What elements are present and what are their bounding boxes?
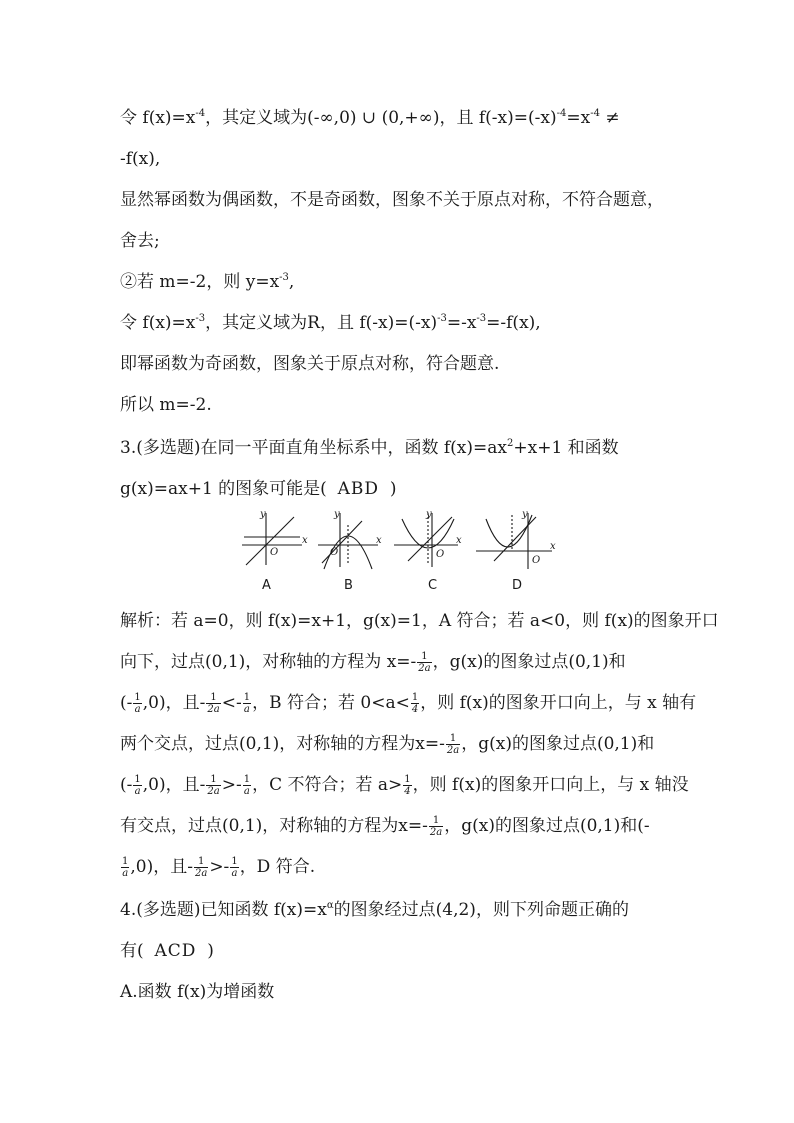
- svg-text:O: O: [270, 547, 279, 558]
- explanation-line-7: $\frac{1}{a}$ ,0)，且- $\frac{1}{2a}$ >- $\frac{1}{a}$ ，D 符合.: [122, 856, 316, 879]
- svg-text:y: y: [260, 509, 266, 520]
- graph-label-c: C: [428, 578, 438, 593]
- svg-text:x: x: [456, 535, 462, 546]
- line-2: -f(x),: [120, 149, 161, 169]
- svg-text:y: y: [426, 509, 432, 520]
- graph-figure: [236, 507, 566, 577]
- question-3-line-1: 3.(多选题)在同一平面直角坐标系中，函数 $f(x)=ax^2+x+1$ 和函数: [120, 438, 619, 458]
- line-1: 令 $f(x)=x^{-4}$，其定义域为(-∞,0) ∪ (0,+∞)，且 $f(-x)=(-x)^{-4}=x^{-4}$ ≠: [120, 108, 620, 128]
- fraction: $\frac{1}{2a}$: [418, 651, 431, 674]
- svg-text:x: x: [302, 535, 308, 546]
- svg-text:x: x: [550, 541, 556, 552]
- svg-text:O: O: [330, 547, 339, 558]
- svg-text:O: O: [436, 549, 445, 560]
- explanation-line-3: (- $\frac{1}{a}$ ,0)，且- $\frac{1}{2a}$ <- $\frac{1}{a}$ ，B 符合；若 0<a< $\frac{1}{4}$ ，则 f(x)的图象开口向上，与 x 轴有: [120, 692, 697, 715]
- line-7: 即幂函数为奇函数，图象关于原点对称，符合题意.: [120, 354, 500, 374]
- line-5: ②若 m=-2，则 $y=x^{-3}$,: [120, 272, 295, 292]
- svg-text:y: y: [334, 509, 340, 520]
- answer-text: ABD: [337, 479, 380, 499]
- line-3: 显然幂函数为偶函数，不是奇函数，图象不关于原点对称，不符合题意，: [120, 190, 664, 210]
- question-4-line-2: 有( ACD ): [120, 941, 214, 961]
- svg-text:y: y: [522, 509, 528, 520]
- explanation-line-6: 有交点，过点(0,1)，对称轴的方程为x=- $\frac{1}{2a}$ ，g(x)的图象过点(0,1)和(-: [120, 815, 650, 838]
- graph-label-d: D: [512, 578, 523, 593]
- question-3-line-2: g(x)=ax+1 的图象可能是( ABD ): [120, 479, 397, 499]
- question-4-line-1: 4.(多选题)已知函数 $f(x)=x^\alpha$的图象经过点(4,2)，则下列命题正确的: [120, 900, 629, 920]
- explanation-line-2: 向下，过点(0,1)，对称轴的方程为 x=- $\frac{1}{2a}$ ，g(x)的图象过点(0,1)和: [120, 651, 626, 674]
- explanation-line-1: 解析：若 a=0，则 f(x)=x+1，g(x)=1，A 符合；若 a<0，则 f(x)的图象开口: [120, 611, 719, 631]
- graph-d: [476, 513, 552, 569]
- graph-b: [318, 513, 378, 569]
- svg-text:x: x: [376, 535, 382, 546]
- answer-text: ACD: [154, 941, 197, 961]
- line-8: 所以 m=-2.: [120, 395, 212, 415]
- graph-c: [394, 513, 458, 567]
- svg-text:O: O: [532, 555, 541, 566]
- line-4: 舍去;: [120, 231, 160, 251]
- option-a: A.函数 f(x)为增函数: [120, 982, 275, 1002]
- graph-label-a: A: [262, 578, 271, 593]
- line-6: 令 $f(x)=x^{-3}$，其定义域为R，且 $f(-x)=(-x)^{-3}=-x^{-3}=-f(x)$,: [120, 313, 541, 333]
- explanation-line-4: 两个交点，过点(0,1)，对称轴的方程为x=- $\frac{1}{2a}$ ，g(x)的图象过点(0,1)和: [120, 733, 655, 756]
- graph-label-b: B: [344, 578, 353, 593]
- explanation-line-5: (- $\frac{1}{a}$ ,0)，且- $\frac{1}{2a}$ >- $\frac{1}{a}$ ，C 不符合；若 a> $\frac{1}{4}$ ，则 f(x)的图象开口向上，与 x 轴没: [120, 774, 689, 797]
